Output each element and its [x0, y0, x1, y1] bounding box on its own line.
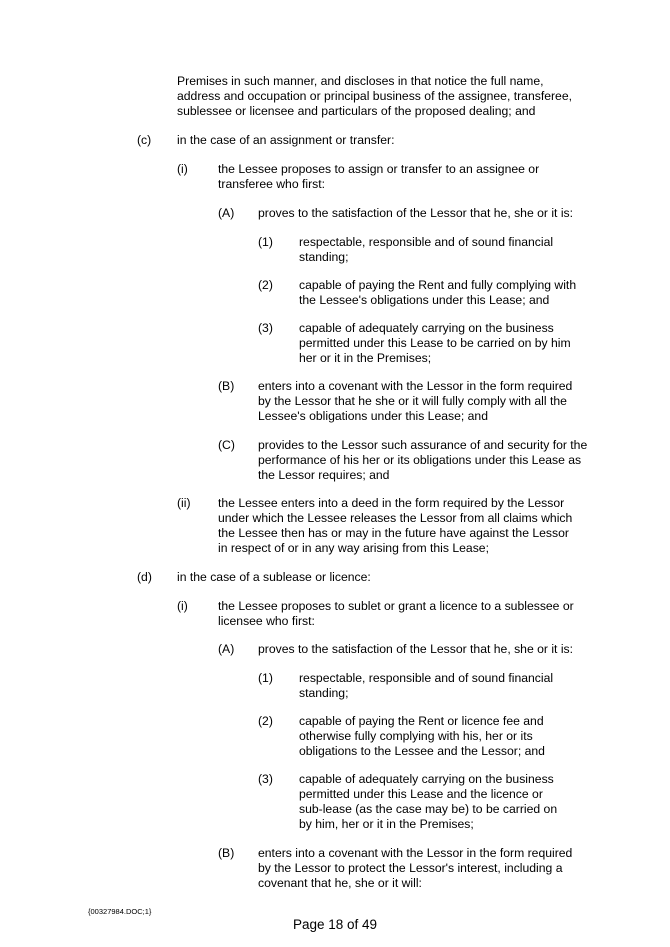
clause-c-i-A-1-label: (1): [258, 235, 273, 249]
page-number: Page 18 of 49: [292, 917, 378, 932]
clause-d-label: (d): [137, 570, 152, 584]
clause-d-i-A-label: (A): [218, 642, 235, 656]
clause-c-i-A-3-label: (3): [258, 321, 273, 335]
clause-c-i-label: (i): [177, 162, 188, 176]
clause-c-text: in the case of an assignment or transfer:: [177, 133, 395, 147]
clause-d-i-B-text: enters into a covenant with the Lessor in the form required by the Lessor to protect the Lessor's interest, including a covenant that he, she or it will:: [258, 846, 573, 890]
clause-d-text: in the case of a sublease or licence:: [177, 570, 371, 584]
clause-d-i-B-label: (B): [218, 846, 235, 860]
clause-c-i-C-text: provides to the Lessor such assurance of and security for the performance of his her or its obligations under this Lease as the Lessor requires; and: [258, 438, 588, 482]
clause-c-i-A-1-text: respectable, responsible and of sound financial standing;: [299, 235, 554, 264]
clause-d-i-A-2-label: (2): [258, 714, 273, 728]
clause-c-i-B-text: enters into a covenant with the Lessor in the form required by the Lessor that he she or it will fully comply with all the Lessee's obligations under this Lease; and: [258, 379, 573, 423]
clause-d-i-A-1-text: respectable, responsible and of sound financial standing;: [299, 671, 554, 700]
clause-c-ii-text: the Lessee enters into a deed in the form required by the Lessor under which the Lessee releases the Lessor from all claims which the Lessee then has or may in the future have against the Lessor in respect of or in any way arising from this Lease;: [218, 496, 573, 555]
clause-c-i-A-3-text: capable of adequately carrying on the business permitted under this Lease to be carried on by him her or it in the Premises;: [299, 321, 571, 365]
clause-d-i-A-text: proves to the satisfaction of the Lessor that he, she or it is:: [258, 642, 574, 656]
document-reference: {00327984.DOC;1}: [88, 907, 152, 916]
clause-c-i-A-label: (A): [218, 206, 235, 220]
continuation-paragraph: Premises in such manner, and discloses in that notice the full name, address and occupation or principal business of the assignee, transferee, sublessee or licensee and particulars of the proposed dealing; and: [177, 74, 572, 118]
clause-d-i-A-3-label: (3): [258, 772, 273, 786]
clause-d-i-A-3-text: capable of adequately carrying on the business permitted under this Lease and the licence or sub-lease (as the case may be) to be carried on by him, her or it in the Premises;: [299, 772, 558, 831]
clause-c-i-A-text: proves to the satisfaction of the Lessor that he, she or it is:: [258, 206, 574, 220]
clause-c-ii-label: (ii): [177, 496, 191, 510]
clause-c-label: (c): [137, 133, 152, 147]
clause-d-i-text: the Lessee proposes to sublet or grant a licence to a sublessee or licensee who first:: [218, 599, 574, 628]
clause-d-i-label: (i): [177, 599, 188, 613]
clause-c-i-A-2-text: capable of paying the Rent and fully complying with the Lessee's obligations under this Lease; and: [299, 278, 577, 307]
clause-d-i-A-2-text: capable of paying the Rent or licence fee and otherwise fully complying with his, her or its obligations to the Lessee and the Lessor; and: [299, 714, 545, 758]
clause-c-i-A-2-label: (2): [258, 278, 273, 292]
clause-d-i-A-1-label: (1): [258, 671, 273, 685]
clause-c-i-text: the Lessee proposes to assign or transfer to an assignee or transferee who first:: [218, 162, 540, 191]
clause-c-i-B-label: (B): [218, 379, 235, 393]
clause-c-i-C-label: (C): [218, 438, 235, 452]
